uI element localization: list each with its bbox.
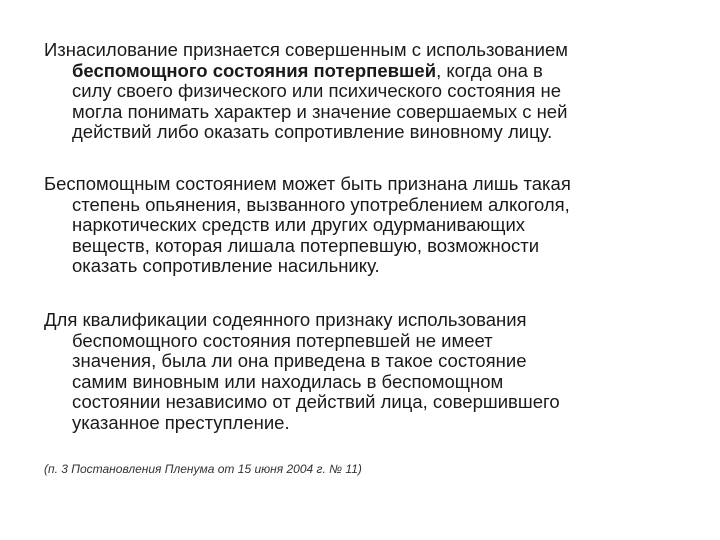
paragraph-line: указанное преступление. xyxy=(72,411,290,433)
citation-source: (п. 3 Постановления Пленума от 15 июня 2004 г. № 11) xyxy=(44,462,362,476)
paragraph-line xyxy=(44,61,684,82)
paragraph-line: самим виновным или находилась в беспомощном xyxy=(72,370,504,392)
paragraph-line: значения, была ли она приведена в такое состояние xyxy=(72,350,527,371)
paragraph-line: беспомощного состояния потерпевшей не имеет xyxy=(72,329,493,351)
paragraph-line: действий либо оказать сопротивление виновному лицу. xyxy=(72,121,553,142)
paragraph-helpless-state xyxy=(44,174,684,277)
paragraph-qualification xyxy=(44,310,684,433)
paragraph-line: оказать сопротивление насильнику. xyxy=(72,255,380,276)
paragraph-line: Беспомощным состоянием может быть признана лишь такая xyxy=(44,173,571,194)
paragraph-line-tail: , когда она в xyxy=(436,59,543,81)
paragraph-line: веществ, которая лишала потерпевшую, возможности xyxy=(72,234,540,256)
paragraph-line: Изнасилование признается совершенным с использованием xyxy=(44,39,569,60)
paragraph-line: состоянии независимо от действий лица, совершившего xyxy=(72,391,560,412)
paragraph-line: степень опьянения, вызванного употреблением алкоголя, xyxy=(72,193,570,215)
emphasis-term: беспомощного состояния потерпевшей xyxy=(72,59,437,81)
paragraph-line: наркотических средств или других одурманивающих xyxy=(72,214,526,235)
paragraph-line: силу своего физического или психического состояния не xyxy=(72,80,562,101)
paragraph-line: Для квалификации содеянного признаку использования xyxy=(44,309,527,330)
paragraph-line: могла понимать характер и значение совершаемых с ней xyxy=(72,100,568,122)
paragraph-rape-definition xyxy=(44,40,684,143)
